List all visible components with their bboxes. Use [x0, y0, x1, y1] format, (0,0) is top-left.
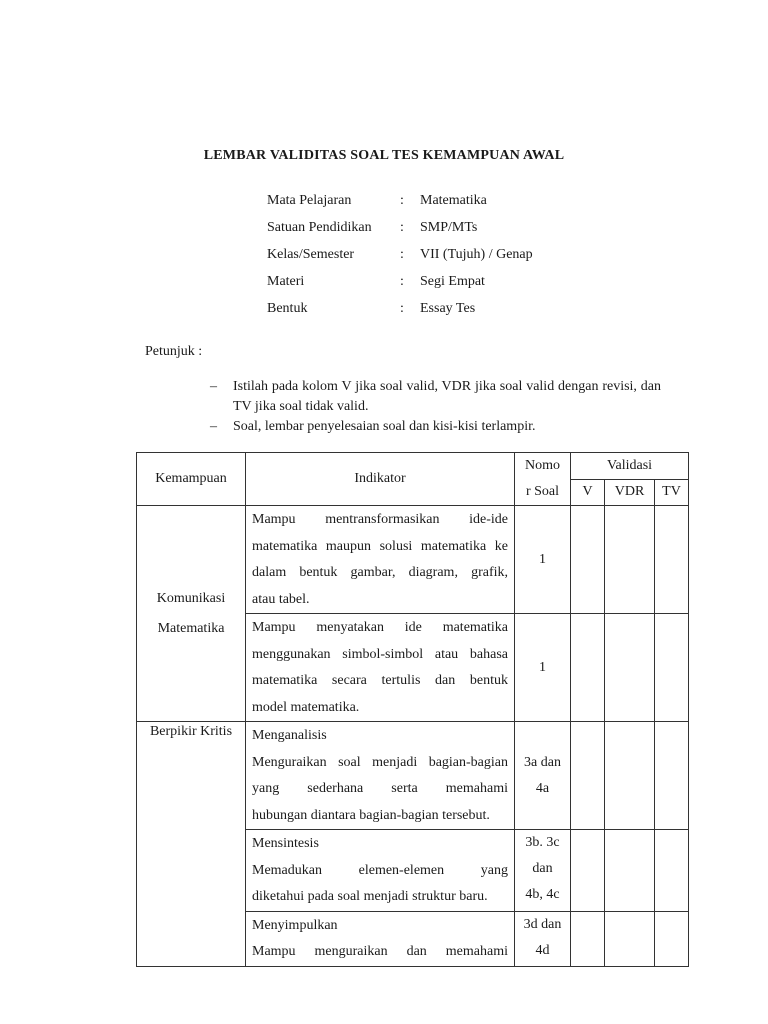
petunjuk-label: Petunjuk :: [145, 344, 203, 359]
info-row-bentuk: [267, 295, 533, 322]
instruction-item: [210, 377, 661, 417]
cell-tv[interactable]: [655, 506, 689, 614]
cell-vdr[interactable]: [605, 830, 655, 912]
info-colon: :: [400, 300, 404, 316]
info-value: SMP/MTs: [420, 219, 478, 235]
info-row-mata-pelajaran: [267, 187, 533, 214]
indikator-line: Mampu menguraikan dan memahami: [252, 944, 508, 959]
cell-vdr[interactable]: [605, 506, 655, 614]
header-v: V: [571, 479, 605, 506]
info-label: Materi: [267, 273, 305, 289]
nomor-line: 4d: [535, 942, 550, 958]
header-tv: TV: [655, 479, 689, 506]
cell-indikator: [246, 911, 515, 966]
nomor-line: 4a: [535, 780, 550, 796]
table-row: [137, 506, 689, 614]
document-title: LEMBAR VALIDITAS SOAL TES KEMAMPUAN AWAL: [203, 148, 565, 163]
info-block: [267, 187, 533, 322]
indikator-line: Mampu menyatakan ide matematika: [252, 620, 508, 635]
cell-indikator: [246, 506, 515, 614]
instruction-text: Soal, lembar penyelesaian soal dan kisi-kisi terlampir.: [233, 419, 536, 434]
info-value: Matematika: [420, 192, 487, 208]
cell-v[interactable]: [571, 506, 605, 614]
header-nomor-line: Nomo: [525, 458, 560, 473]
info-label: Satuan Pendidikan: [267, 219, 372, 235]
cell-vdr[interactable]: [605, 614, 655, 722]
indikator-line: matematika secara tertulis dan bentuk: [252, 673, 508, 688]
indikator-line: diketahui pada soal menjadi struktur baru.: [252, 889, 488, 904]
header-indikator: Indikator: [246, 453, 515, 506]
info-colon: :: [400, 273, 404, 289]
indikator-line: Menganalisis: [252, 728, 327, 743]
cell-indikator: [246, 614, 515, 722]
cell-v[interactable]: [571, 911, 605, 966]
nomor-line: 3a dan: [524, 754, 561, 770]
indikator-line: matematika maupun solusi matematika ke: [252, 538, 508, 554]
nomor-line: 4b, 4c: [525, 887, 560, 902]
indikator-line: Menyimpulkan: [252, 917, 338, 933]
cell-indikator: [246, 830, 515, 912]
info-value: Segi Empat: [420, 273, 485, 289]
info-row-satuan-pendidikan: [267, 214, 533, 241]
indikator-line: dalam bentuk gambar, diagram, grafik,: [252, 565, 508, 580]
info-colon: :: [400, 219, 404, 235]
cell-vdr[interactable]: [605, 722, 655, 830]
header-vdr: VDR: [605, 479, 655, 506]
cell-vdr[interactable]: [605, 911, 655, 966]
cell-nomor: [515, 830, 571, 912]
cell-nomor: [515, 911, 571, 966]
info-label: Kelas/Semester: [267, 246, 355, 262]
instruction-text: Istilah pada kolom V jika soal valid, VDR jika soal valid dengan revisi, dan TV jika soal tidak valid.: [233, 379, 661, 414]
indikator-line: menggunakan simbol-simbol atau bahasa: [252, 646, 508, 662]
cell-tv[interactable]: [655, 911, 689, 966]
indikator-line: model matematika.: [252, 699, 360, 715]
info-colon: :: [400, 246, 404, 262]
cell-v[interactable]: [571, 830, 605, 912]
info-value: VII (Tujuh) / Genap: [420, 246, 533, 262]
indikator-line: Memadukan elemen-elemen yang: [252, 862, 508, 878]
indikator-line: yang sederhana serta memahami: [252, 781, 508, 796]
info-value: Essay Tes: [420, 300, 476, 316]
cell-indikator: [246, 722, 515, 830]
header-kemampuan: Kemampuan: [137, 453, 246, 506]
info-colon: :: [400, 192, 404, 208]
nomor-line: dan: [532, 861, 553, 876]
header-validasi: Validasi: [571, 453, 689, 480]
indikator-line: hubungan diantara bagian-bagian tersebut.: [252, 807, 490, 823]
kemampuan-line: Matematika: [157, 620, 225, 636]
cell-v[interactable]: [571, 722, 605, 830]
info-label: Bentuk: [267, 300, 308, 316]
indikator-line: atau tabel.: [252, 591, 310, 607]
cell-tv[interactable]: [655, 614, 689, 722]
nomor-line: 3b. 3c: [525, 835, 560, 850]
cell-tv[interactable]: [655, 830, 689, 912]
cell-tv[interactable]: [655, 722, 689, 830]
cell-kemampuan: [137, 506, 246, 722]
cell-nomor: [515, 722, 571, 830]
table-row: [137, 722, 689, 830]
dash-bullet: –: [210, 419, 217, 434]
indikator-line: Menguraikan soal menjadi bagian-bagian: [252, 754, 508, 770]
nomor-line: 3d dan: [523, 916, 562, 932]
info-label: Mata Pelajaran: [267, 192, 352, 208]
header-nomor-soal: [515, 453, 571, 506]
kemampuan-line: Komunikasi: [156, 590, 226, 606]
indikator-line: Mampu mentransformasikan ide-ide: [252, 512, 508, 527]
dash-bullet: –: [210, 379, 217, 394]
indikator-line: Mensintesis: [252, 836, 319, 851]
header-nomor-line: r Soal: [525, 484, 560, 499]
info-row-materi: [267, 268, 533, 295]
cell-kemampuan: Berpikir Kritis: [137, 722, 246, 967]
cell-v[interactable]: [571, 614, 605, 722]
instruction-list: [210, 377, 661, 437]
cell-nomor: 1: [515, 506, 571, 614]
info-row-kelas-semester: [267, 241, 533, 268]
instruction-item: [210, 417, 661, 437]
validation-table: [136, 452, 689, 967]
cell-nomor: 1: [515, 614, 571, 722]
